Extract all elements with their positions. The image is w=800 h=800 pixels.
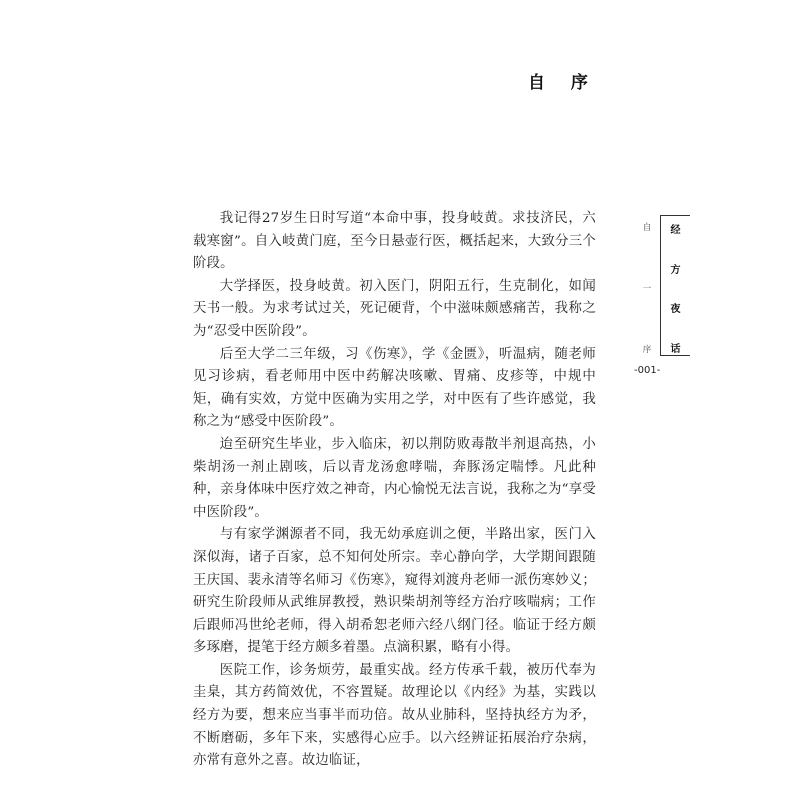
book-title-label — [661, 221, 690, 355]
paragraph: 大学择医，投身岐黄。初入医门，阴阳五行，生克制化，如闻天书一般。为求考试过关，死记硬背，个中滋味颇感痛苦，我称之为“忍受中医阶段”。 — [193, 278, 596, 339]
paragraph: 后至大学二三年级，习《伤寒》，学《金匮》，听温病，随老师见习诊病，看老师用中医中药解决咳嗽、胃痛、皮疹等，中规中矩，确有实效，方觉中医确为实用之学，对中医有了些许感觉，我称之为“感受中医阶段”。 — [193, 346, 596, 430]
tab-frame-top — [660, 215, 690, 216]
page-number: -001- — [634, 365, 661, 376]
paragraph: 医院工作，诊务烦劳，最重实战。经方传承千载，被历代奉为圭臬，其方药简效优，不容置疑。故理论以《内经》为基，实践以经方为要，想来应当事半而功倍。故从业肺科，坚持执经方为矛，不断磨砺，多年下来，实感得心应手。以六经辨证拓展治疗杂病，亦常有意外之喜。故边临证， — [193, 662, 596, 769]
paragraph: 与有家学渊源者不同，我无幼承庭训之便，半路出家，医门入深似海，诸子百家，总不知何处所宗。幸心静向学，大学期间跟随王庆国、裴永清等名师习《伤寒》，窥得刘渡舟老师一派伤寒妙义；研究生阶段师从武维屏教授，熟识柴胡剂等经方治疗咳喘病；工作后跟师冯世纶老师，得入胡希恕老师六经八纲门径。临证于经方颇多琢磨，提笔于经方颇多着墨。点滴积累，略有小得。 — [193, 527, 596, 656]
paragraph: 迨至研究生毕业，步入临床，初以荆防败毒散半剂退高热，小柴胡汤一剂止剧咳，后以青龙汤愈哮喘，奔豚汤定喘悸。凡此种种，亲身体味中医疗效之神奇，内心愉悦无法言说，我称之为“享受中医阶段”。 — [193, 436, 596, 520]
section-char: 一 — [642, 284, 652, 294]
side-tab — [634, 215, 690, 361]
body-text — [193, 208, 596, 773]
page-title: 自 序 — [528, 73, 598, 93]
paragraph: 我记得27岁生日时写道“本命中事，投身岐黄。求技济民，六载寒窗”。自入岐黄门庭，至今日悬壶行医，概括起来，大致分三个阶段。 — [193, 211, 596, 272]
section-char: 自 — [642, 223, 652, 233]
book-char: 夜 — [670, 304, 681, 316]
book-char: 话 — [670, 343, 681, 355]
book-char: 经 — [670, 225, 681, 236]
tab-frame-bottom — [660, 355, 690, 356]
section-char: 序 — [642, 345, 652, 355]
section-label — [634, 221, 660, 355]
book-char: 方 — [670, 264, 681, 276]
